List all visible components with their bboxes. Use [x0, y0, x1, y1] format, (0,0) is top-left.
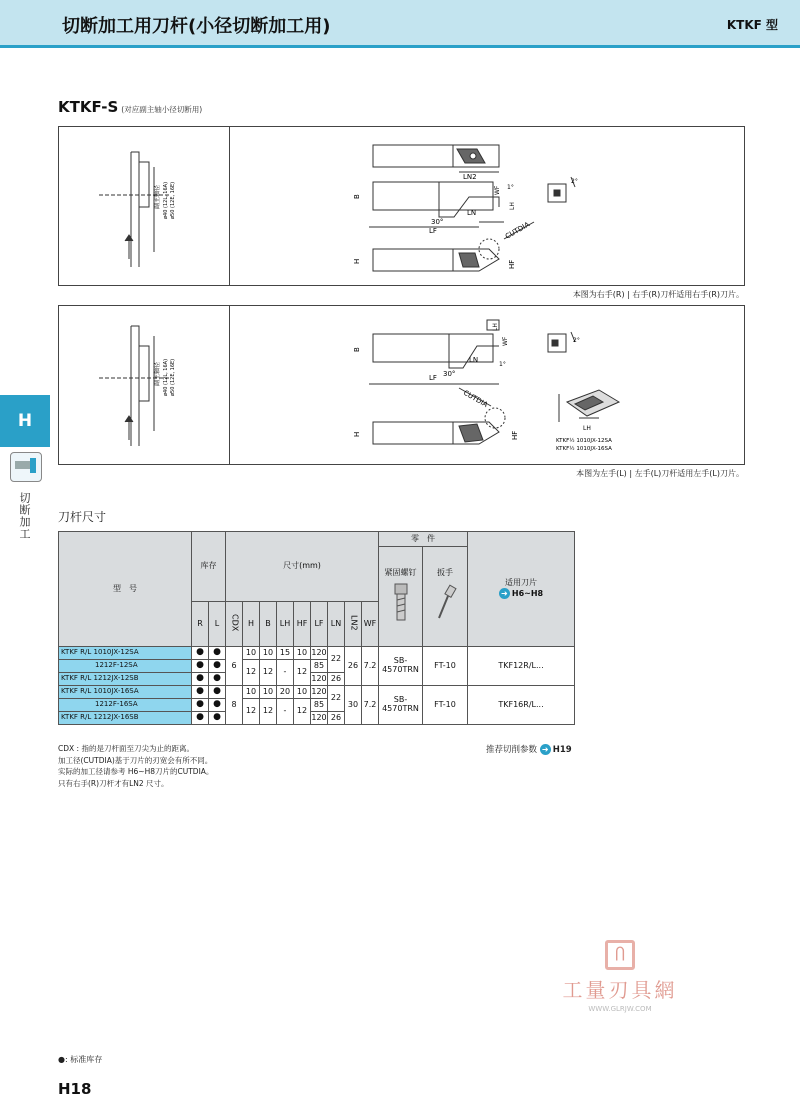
- left-hand-drawing: [59, 306, 746, 466]
- dim-angle2-label: 2°: [573, 337, 580, 344]
- h-value: 10: [243, 647, 260, 660]
- top-view-sketch: [373, 145, 499, 167]
- recommend-ref: H19: [552, 745, 572, 755]
- dim-cutdia-label: CUTDIA: [504, 220, 531, 241]
- lh-value: -: [277, 699, 294, 725]
- col-dimensions: 尺寸(mm): [226, 532, 379, 602]
- dim-lh-label: LH: [492, 323, 499, 331]
- screw-header-label: 紧固螺钉: [384, 567, 417, 577]
- arrow-right-icon: ➜: [540, 744, 551, 755]
- stock-l-dot: ●: [209, 673, 226, 686]
- diagram-panel-right-hand: [58, 126, 745, 286]
- hf-value: 12: [294, 699, 311, 725]
- spindle-dia-label-1: ø40 (12L, 16A): [163, 181, 169, 219]
- screw-value: SB-4570TRN: [379, 686, 423, 725]
- wrench-value: FT-10: [423, 647, 468, 686]
- wf-value: 7.2: [362, 686, 379, 725]
- panel2-note-2: KTKF½ 1010JX-16SA: [556, 446, 612, 452]
- cdx-value: 8: [226, 686, 243, 725]
- b-value: 12: [260, 699, 277, 725]
- spindle-dia-label-1: ø40 (12L, 16A): [163, 358, 169, 396]
- dim-angle2-label: 2°: [571, 178, 578, 185]
- table-row: [59, 647, 575, 660]
- lf-value: 120: [311, 712, 328, 725]
- lh-value: 15: [277, 647, 294, 660]
- col-wf: WF: [362, 602, 379, 647]
- ln-value: 22: [328, 686, 345, 712]
- dim-hf-label: HF: [508, 259, 516, 269]
- h-value: 10: [243, 686, 260, 699]
- dim-angle1-label: 1°: [507, 184, 514, 191]
- lh-value: -: [277, 660, 294, 686]
- dim-h-label: H: [353, 258, 361, 264]
- model-code: 1212F-12SA: [95, 661, 138, 670]
- col-hf: HF: [294, 602, 311, 647]
- screw-value: SB-4570TRN: [379, 647, 423, 686]
- stock-r-dot: ●: [192, 673, 209, 686]
- spindle-label: 副主轴径: [154, 361, 161, 386]
- section-title-main: KTKF-S: [58, 98, 119, 116]
- model-cell: [59, 699, 192, 712]
- dim-lh-seat-label: LH: [583, 425, 591, 432]
- dim-angle30-label: 30°: [443, 370, 456, 378]
- dim-hf-label: HF: [511, 430, 519, 440]
- col-cdx: [226, 602, 243, 647]
- dim-lf-label: LF: [429, 374, 437, 382]
- table-notes: [58, 743, 213, 789]
- cdx-value: 6: [226, 647, 243, 686]
- stock-l-dot: ●: [209, 647, 226, 660]
- dim-b-label: B: [353, 347, 361, 352]
- section-title-sub: (对应副主轴小径切断用): [121, 105, 203, 114]
- holder-dimension-table: [58, 531, 575, 725]
- insert-detail-sketch: [548, 332, 575, 352]
- model-cell: [59, 647, 192, 660]
- dim-cutdia-label: CUTDIA: [462, 388, 489, 409]
- screw-icon: [389, 582, 413, 622]
- panel1-caption: 本图为右手(R) | 右手(R)刀杆适用右手(R)刀片。: [572, 290, 744, 299]
- model-code: 1212JX-16SB: [93, 713, 139, 722]
- dim-wf-label: WF: [494, 185, 501, 195]
- h-value: 12: [243, 660, 260, 686]
- panel2-note-1: KTKF½ 1010JX-12SA: [556, 438, 612, 444]
- front-view-sketch: [373, 388, 505, 444]
- dim-b-label: B: [353, 194, 361, 199]
- stock-l-dot: ●: [209, 699, 226, 712]
- stock-l-dot: ●: [209, 660, 226, 673]
- spindle-dia-label-2: ø50 (12E, 16E): [170, 358, 176, 396]
- dim-lh-label: LH: [509, 202, 516, 210]
- col-ln: LN: [328, 602, 345, 647]
- watermark-text: 工量刃具網: [562, 978, 678, 1002]
- model-cell: [59, 660, 192, 673]
- model-code: 1212JX-12SB: [93, 674, 139, 683]
- section-title: [58, 97, 202, 116]
- model-cell: [59, 686, 192, 699]
- hf-value: 10: [294, 686, 311, 699]
- wrench-value: FT-10: [423, 686, 468, 725]
- ln-value: 22: [328, 647, 345, 673]
- stock-r-dot: ●: [192, 712, 209, 725]
- stock-l-dot: ●: [209, 712, 226, 725]
- page-header-series: KTKF 型: [726, 18, 778, 32]
- dim-ln2-label: LN2: [463, 173, 477, 181]
- b-value: 10: [260, 647, 277, 660]
- lf-value: 85: [311, 660, 328, 673]
- hf-value: 10: [294, 647, 311, 660]
- model-cell: [59, 673, 192, 686]
- col-insert: [468, 532, 575, 647]
- note-line: 实际的加工径请参考 H6~H8刀片的CUTDIA。: [58, 767, 214, 776]
- dim-ln-label: LN: [467, 209, 477, 217]
- insert-value: TKF16R/L...: [468, 686, 575, 725]
- model-prefix: KTKF R/L: [61, 648, 92, 657]
- stock-r-dot: ●: [192, 699, 209, 712]
- insert-seat-sketch: [559, 390, 619, 422]
- dim-wf-label: WF: [502, 336, 509, 346]
- stock-legend: ●: 标准库存: [58, 1055, 103, 1064]
- ln2-value: 30: [345, 686, 362, 725]
- recommend-params-link[interactable]: [486, 743, 572, 755]
- side-tab-h[interactable]: H: [0, 395, 50, 447]
- wrench-header-label: 扳手: [437, 567, 453, 577]
- stock-l-dot: ●: [209, 686, 226, 699]
- col-ln2: [345, 602, 362, 647]
- col-h: H: [243, 602, 260, 647]
- col-parts: 零 件: [379, 532, 468, 547]
- h-value: 12: [243, 699, 260, 725]
- lf-value: 120: [311, 686, 328, 699]
- b-value: 10: [260, 686, 277, 699]
- model-code: 1010JX-16SA: [93, 687, 139, 696]
- cutoff-tool-icon: [10, 452, 42, 482]
- b-value: 12: [260, 660, 277, 686]
- page-number: H18: [58, 1080, 92, 1098]
- lf-value: 120: [311, 673, 328, 686]
- col-b: B: [260, 602, 277, 647]
- insert-ref-text: H6~H8: [511, 588, 544, 598]
- header-bar: [0, 0, 800, 48]
- col-lh: LH: [277, 602, 294, 647]
- spindle-dia-label-2: ø50 (12E, 16E): [170, 181, 176, 219]
- stock-r-dot: ●: [192, 647, 209, 660]
- page-header-title: 切断加工用刀杆(小径切断加工用): [62, 16, 331, 37]
- col-r: R: [192, 602, 209, 647]
- arrow-right-icon: ➜: [499, 588, 510, 599]
- wf-value: 7.2: [362, 647, 379, 686]
- lf-value: 85: [311, 699, 328, 712]
- col-model: 型 号: [59, 532, 192, 647]
- insert-value: TKF12R/L...: [468, 647, 575, 686]
- ln2-value: 26: [345, 647, 362, 686]
- dim-lf-label: LF: [429, 227, 437, 235]
- model-prefix: KTKF R/L: [61, 674, 92, 683]
- recommend-text: 推荐切削参数: [486, 745, 538, 755]
- model-code: 1212F-16SA: [95, 700, 138, 709]
- right-hand-drawing: [59, 127, 746, 287]
- model-code: 1010JX-12SA: [93, 648, 139, 657]
- col-stock: 库存: [192, 532, 226, 602]
- stock-r-dot: ●: [192, 660, 209, 673]
- model-cell: [59, 712, 192, 725]
- table-row: [59, 686, 575, 699]
- col-cdx-label: CDX: [230, 613, 240, 632]
- col-lf: LF: [311, 602, 328, 647]
- col-wrench: [423, 547, 468, 647]
- dim-h-label: H: [353, 431, 361, 437]
- lf-value: 120: [311, 647, 328, 660]
- dim-angle30-label: 30°: [431, 218, 444, 226]
- dim-ln-label: LN: [469, 356, 479, 364]
- panel2-caption: 本图为左手(L) | 左手(L)刀杆适用左手(L)刀片。: [576, 469, 744, 478]
- watermark-url: WWW.GLRJW.COM: [588, 1005, 652, 1013]
- insert-header-label: 适用刀片: [505, 578, 537, 588]
- wrench-icon: [433, 582, 457, 622]
- side-category-label: 切断加工: [18, 492, 31, 540]
- hf-value: 12: [294, 660, 311, 686]
- ln-value: 26: [328, 712, 345, 725]
- col-l: L: [209, 602, 226, 647]
- dim-angle1-label: 1°: [499, 361, 506, 368]
- lh-value: 20: [277, 686, 294, 699]
- insert-ref-link[interactable]: [468, 588, 574, 599]
- note-line: 只有右手(R)刀杆才有LN2 尺寸。: [58, 778, 169, 788]
- watermark-logo-icon: Ⴖ: [605, 940, 635, 970]
- watermark: [530, 940, 710, 1013]
- note-line: CDX : 指的是刀杆面至刀尖为止的距离。: [58, 744, 194, 753]
- model-prefix: KTKF R/L: [61, 713, 92, 722]
- note-line: 加工径(CUTDIA)基于刀片的刃宽会有所不同。: [58, 755, 213, 765]
- spindle-label: 副主轴径: [154, 184, 161, 209]
- diagram-panel-left-hand: [58, 305, 745, 465]
- stock-r-dot: ●: [192, 686, 209, 699]
- col-ln2-label: LN2: [349, 614, 359, 631]
- ln-value: 26: [328, 673, 345, 686]
- table-heading: 刀杆尺寸: [58, 510, 107, 524]
- model-prefix: KTKF R/L: [61, 687, 92, 696]
- col-screw: [379, 547, 423, 647]
